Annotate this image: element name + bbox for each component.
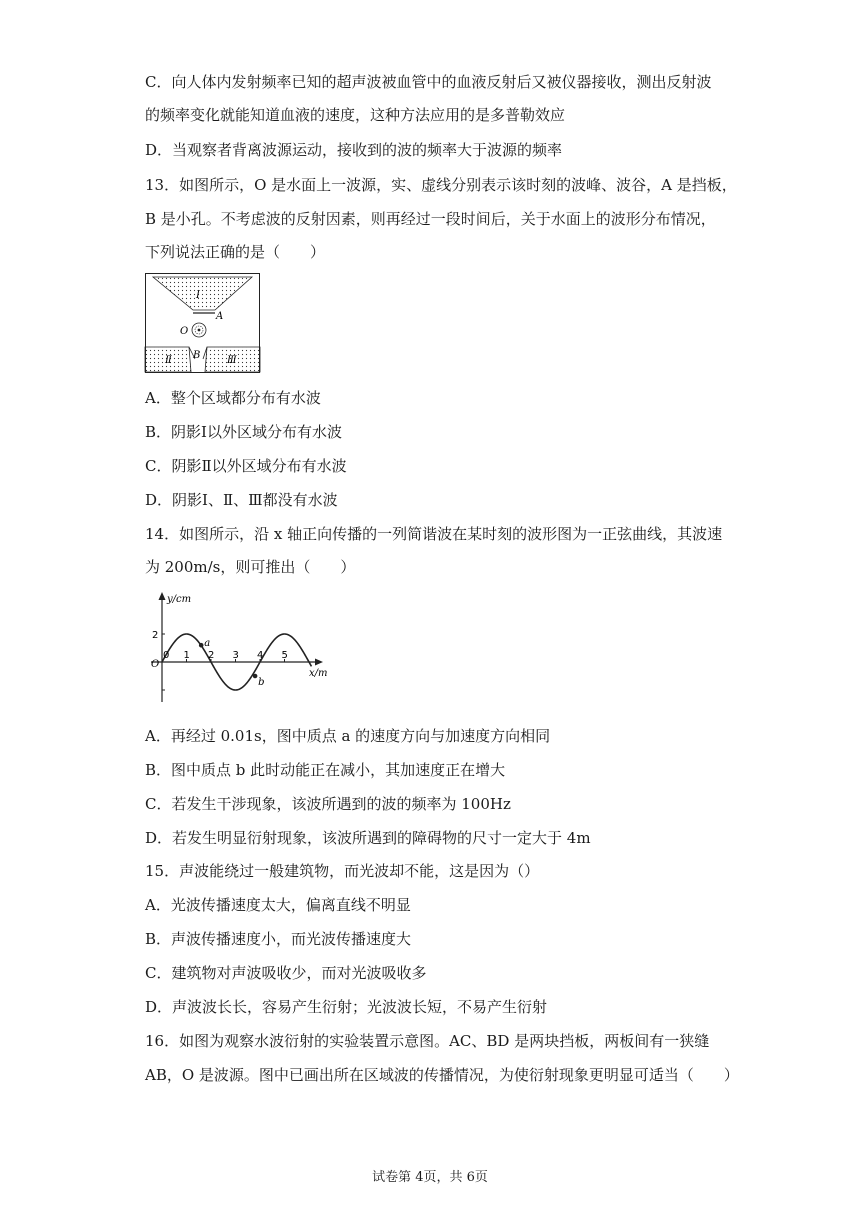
q14-point-b: [253, 674, 258, 679]
q14-point-label-b: b: [258, 677, 265, 688]
q13-label-1: Ⅰ: [196, 290, 200, 301]
page-footer: 试卷第 4页，共 6页: [372, 1170, 488, 1185]
q16-stem-line1: 16．如图为观察水波衍射的实验装置示意图。AC、BD 是两块挡板，两板间有一狭缝: [145, 1032, 710, 1050]
q14-y-label: y/cm: [167, 594, 192, 605]
q14-x-tick-label: 1: [183, 650, 190, 661]
q13-option-a: A．整个区域都分布有水波: [145, 389, 321, 407]
q14-stem-line1: 14．如图所示，沿 x 轴正向传播的一列简谐波在某时刻的波形图为一正弦曲线，其波速: [145, 525, 723, 543]
q13-option-b: B．阴影Ⅰ以外区域分布有水波: [145, 423, 342, 441]
q13-label-a: A: [216, 311, 224, 322]
q14-x-tick-label: 5: [281, 650, 288, 661]
q13-option-d: D．阴影Ⅰ、Ⅱ、Ⅲ都没有水波: [145, 491, 338, 509]
q14-x-label: x/m: [309, 668, 328, 679]
q14-y-arrow: [159, 592, 166, 600]
q14-stem-line2: 为 200m/s，则可推出（ ）: [145, 558, 356, 576]
q14-origin-label: O: [151, 659, 160, 670]
q14-x-tick-label: 3: [232, 650, 239, 661]
q14-option-b: B．图中质点 b 此时动能正在减小，其加速度正在增大: [145, 761, 506, 779]
q14-point-a: [199, 643, 204, 648]
q13-source-dot: [198, 329, 201, 332]
q13-label-3: Ⅲ: [227, 355, 237, 366]
q14-x-tick-label: 0: [163, 650, 170, 661]
q13-stem-line3: 下列说法正确的是（ ）: [145, 243, 326, 261]
q13-label-2: Ⅱ: [165, 355, 172, 366]
q13-stem-line2: B 是小孔。不考虑波的反射因素，则再经过一段时间后，关于水面上的波形分布情况，: [145, 210, 716, 228]
q14-x-tick-label: 2: [208, 650, 215, 661]
q14-point-label-a: a: [204, 638, 211, 650]
q12-option-c-line1: C．向人体内发射频率已知的超声波被血管中的血液反射后又被仪器接收，测出反射波: [145, 73, 712, 91]
q13-option-c: C．阴影Ⅱ以外区域分布有水波: [145, 457, 347, 475]
q13-label-o: O: [180, 326, 189, 337]
q14-wave-chart: [145, 590, 335, 705]
q13-stem-line1: 13．如图所示，O 是水面上一波源，实、虚线分别表示该时刻的波峰、波谷，A 是挡板，: [145, 176, 737, 194]
q15-option-d: D．声波波长长，容易产生衍射；光波波长短，不易产生衍射: [145, 998, 548, 1016]
q15-option-b: B．声波传播速度小，而光波传播速度大: [145, 930, 412, 948]
q15-option-a: A．光波传播速度太大，偏离直线不明显: [145, 896, 411, 914]
q15-option-c: C．建筑物对声波吸收少，而对光波吸收多: [145, 964, 427, 982]
q14-option-a: A．再经过 0.01s，图中质点 a 的速度方向与加速度方向相同: [145, 727, 551, 745]
q12-option-c-line2: 的频率变化就能知道血液的速度，这种方法应用的是多普勒效应: [145, 106, 566, 124]
q13-figure: [145, 273, 260, 373]
q16-stem-line2: AB，O 是波源。图中已画出所在区域波的传播情况，为使衍射现象更明显可适当（ ）: [145, 1066, 739, 1084]
q13-label-b: B: [193, 350, 201, 361]
q14-x-arrow: [315, 659, 323, 666]
q14-x-tick-label: 4: [257, 650, 264, 661]
q12-option-d: D．当观察者背离波源运动，接收到的波的频率大于波源的频率: [145, 141, 563, 159]
q14-option-c: C．若发生干涉现象，该波所遇到的波的频率为 100Hz: [145, 795, 511, 813]
q15-stem: 15．声波能绕过一般建筑物，而光波却不能，这是因为（）: [145, 862, 540, 880]
q14-option-d: D．若发生明显衍射现象，该波所遇到的障碍物的尺寸一定大于 4m: [145, 829, 591, 847]
q13-region-1-shade: [153, 277, 252, 310]
q14-y-tick-label: 2: [152, 630, 159, 641]
